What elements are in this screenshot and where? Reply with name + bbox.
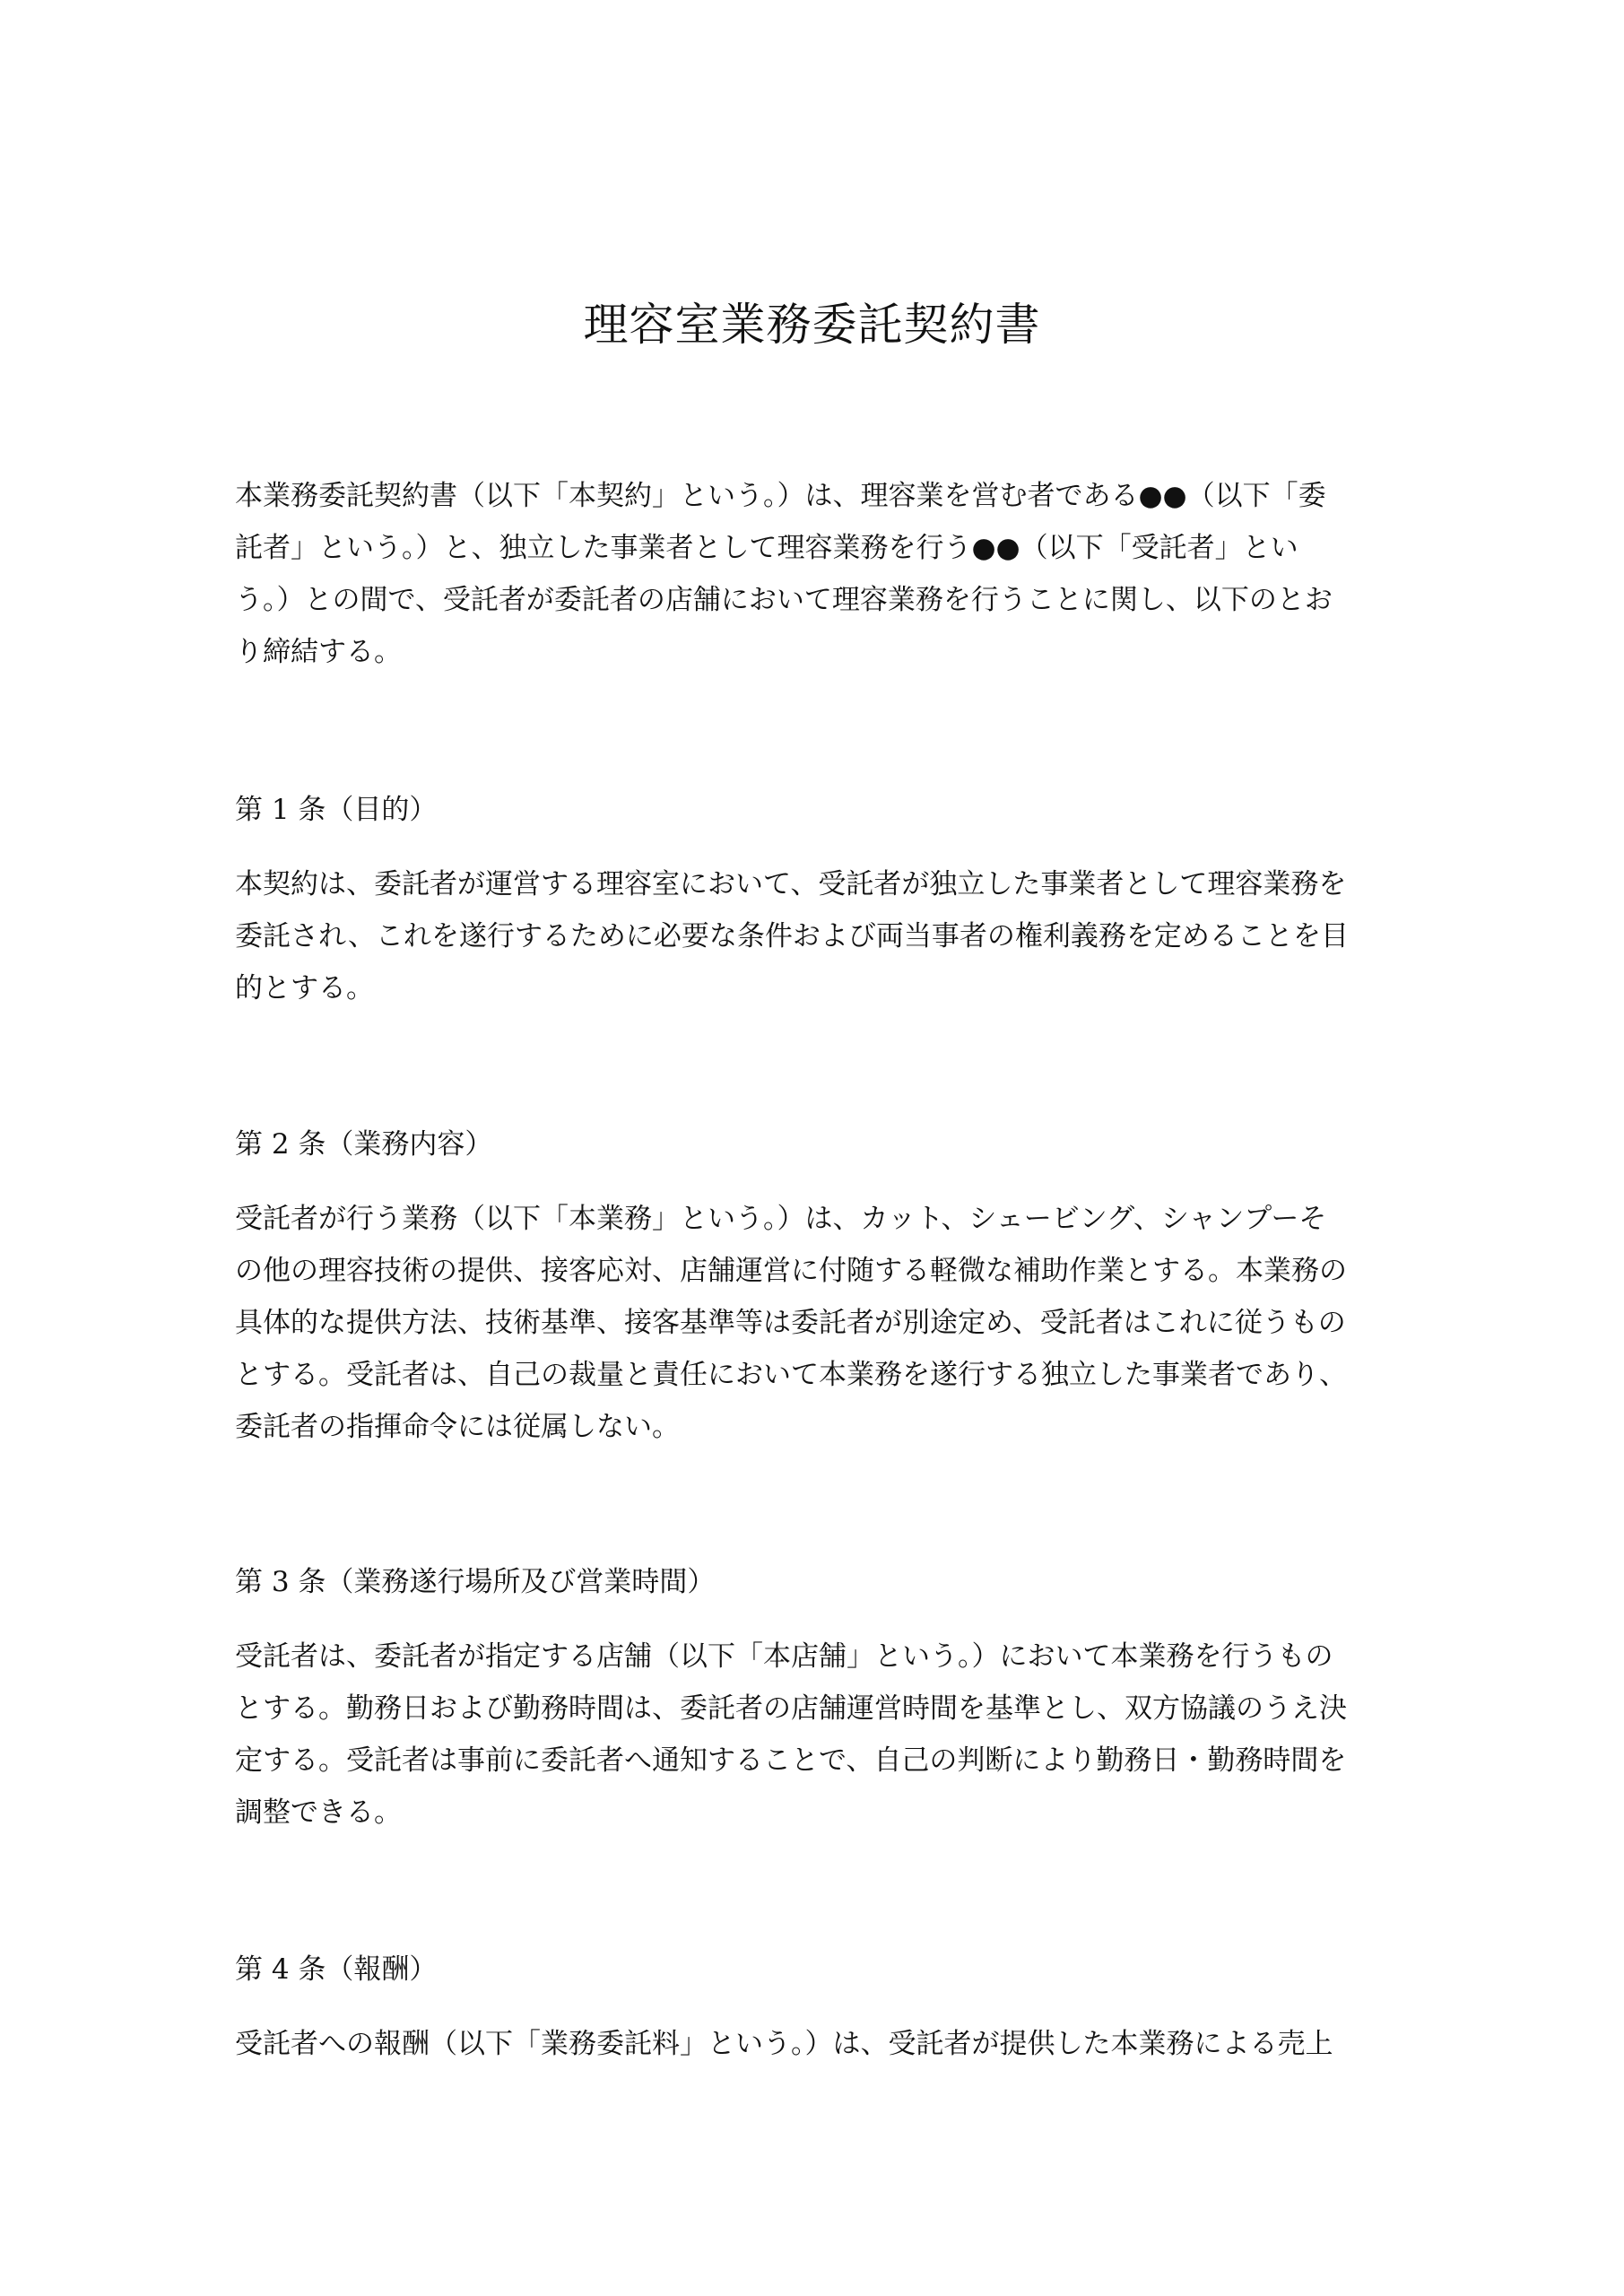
document-title: 理容室業務委託契約書: [583, 299, 1041, 351]
article-1-heading: 第 1 条（目的）: [235, 794, 438, 826]
article-4-body: [235, 2018, 1392, 2070]
preamble-line: 託者」という。）と、独立した事業者として理容業務を行う●●（以下「受託者」とい: [235, 532, 1298, 564]
article-line: 本契約は、委託者が運営する理容室において、受託者が独立した事業者として理容業務を: [235, 868, 1347, 900]
preamble-line: り締結する。: [235, 636, 402, 668]
article-line: 受託者は、委託者が指定する店舗（以下「本店舗」という。）において本業務を行うもの: [235, 1640, 1333, 1673]
preamble-line: う。）との間で、受託者が委託者の店舗において理容業務を行うことに関し、以下のとお: [235, 584, 1333, 616]
article-2-body: [235, 1193, 1392, 1453]
article-line: とする。勤務日および勤務時間は、委託者の店舗運営時間を基準とし、双方協議のうえ決: [235, 1692, 1347, 1725]
article-line: 委託され、これを遂行するために必要な条件および両当事者の権利義務を定めることを目: [235, 920, 1349, 952]
preamble-line: 本業務委託契約書（以下「本契約」という。）は、理容業を営む者である●●（以下「委: [235, 480, 1326, 512]
article-3-heading: 第 3 条（業務遂行場所及び営業時間）: [235, 1566, 716, 1598]
article-4-heading: 第 4 条（報酬）: [235, 1953, 438, 1986]
article-1-body: [235, 858, 1392, 1014]
article-line: 定する。受託者は事前に委託者へ通知することで、自己の判断により勤務日・勤務時間を: [235, 1744, 1347, 1777]
article-line: とする。受託者は、自己の裁量と責任において本業務を遂行する独立した事業者であり、: [235, 1359, 1347, 1391]
article-line: 的とする。: [235, 972, 374, 1004]
preamble-paragraph: [235, 470, 1392, 678]
article-line: 受託者が行う業務（以下「本業務」という。）は、カット、シェービング、シャンプーそ: [235, 1203, 1327, 1235]
article-3-body: [235, 1631, 1392, 1839]
article-2-heading: 第 2 条（業務内容）: [235, 1128, 493, 1161]
article-line: 受託者への報酬（以下「業務委託料」という。）は、受託者が提供した本業務による売上: [235, 2028, 1333, 2060]
article-line: 委託者の指揮命令には従属しない。: [235, 1411, 680, 1443]
article-line: 具体的な提供方法、技術基準、接客基準等は委託者が別途定め、受託者はこれに従うもの: [235, 1307, 1346, 1339]
article-line: の他の理容技術の提供、接客応対、店舗運営に付随する軽微な補助作業とする。本業務の: [235, 1255, 1347, 1287]
article-line: 調整できる。: [235, 1796, 402, 1829]
